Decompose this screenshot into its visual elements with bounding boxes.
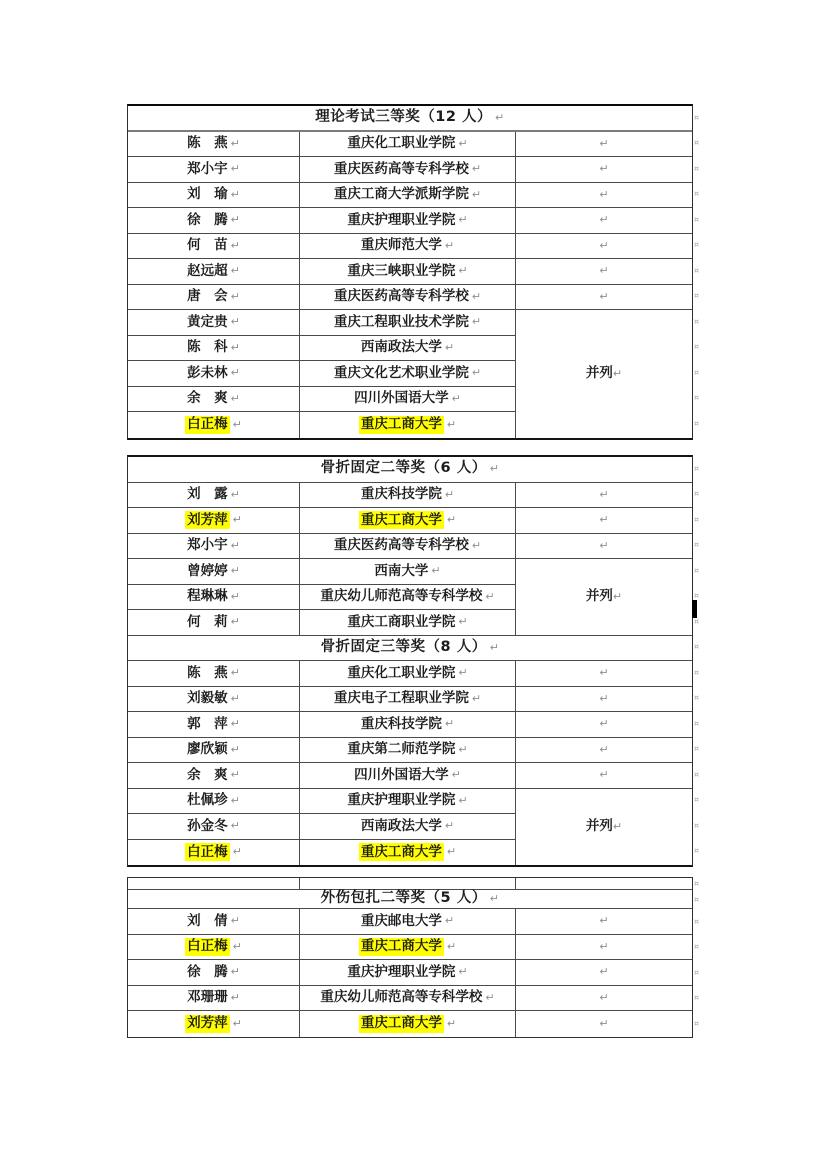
cell-end-mark: ↵ [230,366,240,380]
row-end-mark: ¤ [694,189,700,199]
cell-end-mark: ↵ [599,513,609,527]
school-name: 重庆工商大学 [360,511,442,528]
school-cell [300,183,516,209]
cell-end-mark: ↵ [444,487,455,501]
cell-end-mark: ↵ [599,990,609,1004]
note-cell [516,259,692,285]
award-title: 理论考试三等奖（12 人） [315,108,492,125]
winner-name-cell [128,234,300,260]
cell-end-mark: ↵ [599,939,609,953]
school-name: 重庆幼儿师范高等专科学校 [320,588,483,605]
winner-name: 郭 萍 [187,715,228,732]
school-cell [300,960,516,986]
winner-name-cell [128,789,300,815]
cell-end-mark: ↵ [444,340,455,354]
row-end-mark: ¤ [694,463,700,473]
cell-end-mark: ↵ [230,666,240,680]
cell-end-mark: ↵ [444,914,455,928]
cell-end-mark: ↵ [599,768,609,782]
winner-name-cell [128,361,300,387]
school-name: 重庆电子工程职业学院 [333,690,469,707]
cell-end-mark: ↵ [230,564,240,578]
cell-end-mark: ↵ [230,965,240,979]
cell-end-mark: ↵ [232,1016,242,1030]
winner-name: 杜佩珍 [187,792,228,809]
cell-end-mark: ↵ [230,315,240,329]
winner-name: 赵远超 [187,262,228,279]
row-end-mark: ¤ [694,367,700,377]
school-name: 西南大学 [374,562,429,579]
winner-name: 白正梅 [187,843,228,860]
winner-name: 刘毅敏 [187,690,228,707]
cell-end-mark: ↵ [230,538,240,552]
school-cell [300,1011,516,1037]
cell-end-mark: ↵ [471,366,482,380]
cell-end-mark: ↵ [230,289,240,303]
school-name: 四川外国语大学 [354,766,449,783]
winner-name-cell [128,559,300,585]
winner-name: 廖欣颖 [187,741,228,758]
row-end-mark: ¤ [694,418,700,428]
row-end-mark: ¤ [694,393,700,403]
cell-end-mark: ↵ [230,487,240,501]
row-end-mark: ¤ [694,1018,700,1028]
cell-end-mark: ↵ [495,110,505,124]
school-cell [300,789,516,815]
row-end-mark: ¤ [694,820,700,830]
winner-name: 何 莉 [187,613,228,630]
school-name: 重庆工程职业技术学院 [333,313,469,330]
tied-label: 并列 [585,365,613,382]
winner-name-cell [128,534,300,560]
table-fracture-fixation-prizes [127,455,693,867]
cell-end-mark: ↵ [599,717,609,731]
cell-end-mark: ↵ [446,513,457,527]
cell-end-mark: ↵ [444,819,455,833]
winner-name: 刘芳萍 [187,511,228,528]
school-name: 西南政法大学 [360,817,442,834]
cell-end-mark: ↵ [444,238,455,252]
note-cell [516,986,692,1012]
winner-name: 刘 露 [187,486,228,503]
note-cell [516,935,692,961]
award-title-cell [128,457,692,483]
cell-end-mark: ↵ [599,487,609,501]
row-end-mark: ¤ [694,591,700,601]
blank-cell [300,878,516,890]
cell-end-mark: ↵ [230,914,240,928]
winner-name: 白正梅 [187,938,228,955]
school-cell [300,483,516,509]
row-end-mark: ¤ [694,667,700,677]
school-name: 重庆科技学院 [360,486,442,503]
winner-name: 何 苗 [187,237,228,254]
row-end-mark: ¤ [694,795,700,805]
school-cell [300,814,516,840]
school-name: 重庆医药高等专科学校 [333,288,469,305]
award-title-cell [128,636,692,662]
school-name: 重庆护理职业学院 [347,963,456,980]
cell-end-mark: ↵ [612,366,623,380]
cell-end-mark: ↵ [458,965,468,979]
winner-name-cell [128,259,300,285]
school-name: 重庆化工职业学院 [347,135,456,152]
school-cell [300,763,516,789]
cell-end-mark: ↵ [230,615,240,629]
winner-name: 余 爽 [187,766,228,783]
school-name: 重庆文化艺术职业学院 [333,364,469,381]
winner-name-cell [128,310,300,336]
winner-name-cell [128,909,300,935]
cell-end-mark: ↵ [446,845,457,859]
winner-name-cell [128,336,300,362]
row-end-mark: ¤ [694,489,700,499]
winner-name: 孙金冬 [187,817,228,834]
winner-name: 邓珊珊 [187,989,228,1006]
winner-name-cell [128,483,300,509]
cell-end-mark: ↵ [599,666,609,680]
school-name: 重庆师范大学 [360,237,442,254]
winner-name-cell [128,412,300,438]
cell-end-mark: ↵ [599,742,609,756]
award-title-cell [128,890,692,909]
winner-name-cell [128,738,300,764]
cell-end-mark: ↵ [230,238,240,252]
row-end-mark: ¤ [694,894,700,904]
winner-name-cell [128,157,300,183]
row-end-mark: ¤ [694,993,700,1003]
cell-end-mark: ↵ [489,462,500,476]
selection-artifact [692,600,697,618]
winner-name: 刘芳萍 [187,1015,228,1032]
school-name: 重庆化工职业学院 [347,664,456,681]
cell-end-mark: ↵ [230,136,240,150]
blank-cell [128,878,300,890]
cell-end-mark: ↵ [599,965,609,979]
school-cell [300,986,516,1012]
cell-end-mark: ↵ [471,538,482,552]
tied-label: 并列 [585,588,613,605]
cell-end-mark: ↵ [451,768,461,782]
cell-end-mark: ↵ [458,615,468,629]
row-end-mark: ¤ [694,112,700,122]
school-cell [300,508,516,534]
cell-end-mark: ↵ [599,162,609,176]
cell-end-mark: ↵ [471,691,482,705]
cell-end-mark: ↵ [471,187,482,201]
row-end-mark: ¤ [694,291,700,301]
row-end-mark: ¤ [694,942,700,952]
note-cell [516,960,692,986]
cell-end-mark: ↵ [431,564,441,578]
cell-end-mark: ↵ [485,589,495,603]
school-name: 重庆第二师范学院 [347,741,456,758]
note-cell [516,183,692,209]
winner-name: 黄定贵 [187,313,228,330]
row-end-mark: ¤ [694,769,700,779]
school-name: 重庆工商大学派斯学院 [333,186,469,203]
note-cell [516,763,692,789]
school-cell [300,361,516,387]
school-name: 重庆邮电大学 [360,912,442,929]
school-cell [300,336,516,362]
winner-name-cell [128,1011,300,1037]
cell-end-mark: ↵ [444,717,455,731]
winner-name-cell [128,840,300,866]
cell-end-mark: ↵ [599,264,609,278]
school-name: 重庆工商职业学院 [347,613,456,630]
school-cell [300,259,516,285]
cell-end-mark: ↵ [599,289,609,303]
winner-name-cell [128,183,300,209]
school-cell [300,610,516,636]
winner-name: 徐 腾 [187,211,228,228]
note-cell [516,483,692,509]
cell-end-mark: ↵ [230,391,240,405]
winner-name-cell [128,208,300,234]
row-end-mark: ¤ [694,214,700,224]
cell-end-mark: ↵ [612,589,623,603]
winner-name-cell [128,585,300,611]
note-cell [516,234,692,260]
winner-name: 陈 燕 [187,664,228,681]
school-cell [300,234,516,260]
tied-label: 并列 [585,818,613,835]
cell-end-mark: ↵ [471,315,482,329]
cell-end-mark: ↵ [446,939,457,953]
winner-name: 郑小宇 [187,537,228,554]
winner-name: 彭未林 [187,364,228,381]
cell-end-mark: ↵ [230,768,240,782]
school-name: 重庆工商大学 [360,416,442,433]
winner-name: 刘 倩 [187,912,228,929]
winner-name: 唐 会 [187,288,228,305]
cell-end-mark: ↵ [230,213,240,227]
school-name: 重庆医药高等专科学校 [333,160,469,177]
winner-name: 程琳琳 [187,588,228,605]
cell-end-mark: ↵ [230,793,240,807]
winner-name: 陈 科 [187,339,228,356]
winner-name-cell [128,610,300,636]
school-cell [300,412,516,438]
winner-name-cell [128,132,300,158]
school-cell [300,738,516,764]
note-cell [516,285,692,311]
cell-end-mark: ↵ [230,691,240,705]
cell-end-mark: ↵ [599,213,609,227]
school-cell [300,661,516,687]
winner-name-cell [128,986,300,1012]
cell-end-mark: ↵ [446,1016,457,1030]
cell-end-mark: ↵ [446,417,457,431]
school-cell [300,310,516,336]
cell-end-mark: ↵ [232,417,242,431]
note-cell [516,687,692,713]
winner-name-cell [128,960,300,986]
row-end-mark: ¤ [694,316,700,326]
winner-name-cell [128,285,300,311]
cell-end-mark: ↵ [599,136,609,150]
school-name: 西南政法大学 [360,339,442,356]
winner-name: 曾婷婷 [187,562,228,579]
winner-name-cell [128,661,300,687]
winner-name: 郑小宇 [187,160,228,177]
row-end-mark: ¤ [694,616,700,626]
cell-end-mark: ↵ [458,793,468,807]
school-name: 重庆医药高等专科学校 [333,537,469,554]
cell-end-mark: ↵ [232,845,242,859]
row-end-mark: ¤ [694,138,700,148]
cell-end-mark: ↵ [230,264,240,278]
note-cell [516,208,692,234]
row-end-mark: ¤ [694,718,700,728]
cell-end-mark: ↵ [485,990,495,1004]
award-title: 外伤包扎二等奖（5 人） [320,890,487,907]
winner-name: 白正梅 [187,416,228,433]
blank-cell [516,878,692,890]
note-cell [516,508,692,534]
note-cell [516,661,692,687]
note-cell [516,1011,692,1037]
cell-end-mark: ↵ [230,162,240,176]
school-cell [300,840,516,866]
tied-note-cell [516,789,692,866]
row-end-mark: ¤ [694,514,700,524]
winner-name-cell [128,935,300,961]
school-cell [300,935,516,961]
cell-end-mark: ↵ [471,289,482,303]
cell-end-mark: ↵ [599,187,609,201]
cell-end-mark: ↵ [458,742,468,756]
cell-end-mark: ↵ [599,238,609,252]
note-cell [516,738,692,764]
winner-name-cell [128,763,300,789]
cell-end-mark: ↵ [230,340,240,354]
winner-name: 徐 腾 [187,963,228,980]
cell-end-mark: ↵ [471,162,482,176]
row-end-mark: ¤ [694,744,700,754]
cell-end-mark: ↵ [230,717,240,731]
row-end-mark: ¤ [694,879,700,888]
cell-end-mark: ↵ [230,589,240,603]
winner-name-cell [128,387,300,413]
cell-end-mark: ↵ [489,891,500,905]
cell-end-mark: ↵ [458,264,468,278]
school-name: 重庆工商大学 [360,938,442,955]
school-name: 重庆工商大学 [360,843,442,860]
row-end-mark: ¤ [694,916,700,926]
note-cell [516,157,692,183]
award-title-cell [128,106,692,132]
winner-name-cell [128,814,300,840]
cell-end-mark: ↵ [230,990,240,1004]
school-cell [300,585,516,611]
cell-end-mark: ↵ [230,819,240,833]
table-theory-exam-third-prize [127,104,693,440]
cell-end-mark: ↵ [458,666,468,680]
note-cell [516,712,692,738]
cell-end-mark: ↵ [232,939,242,953]
school-cell [300,559,516,585]
school-cell [300,132,516,158]
cell-end-mark: ↵ [451,391,461,405]
award-title: 骨折固定二等奖（6 人） [320,460,487,477]
winner-name: 余 爽 [187,390,228,407]
school-name: 重庆护理职业学院 [347,211,456,228]
row-end-mark: ¤ [694,540,700,550]
award-title: 骨折固定三等奖（8 人） [320,638,487,655]
school-cell [300,208,516,234]
school-cell [300,157,516,183]
row-end-mark: ¤ [694,163,700,173]
row-end-mark: ¤ [694,265,700,275]
winner-name-cell [128,712,300,738]
cell-end-mark: ↵ [612,819,623,833]
cell-end-mark: ↵ [599,691,609,705]
table-wound-bandaging-second-prize [127,877,693,1038]
school-cell [300,387,516,413]
cell-end-mark: ↵ [230,742,240,756]
school-cell [300,909,516,935]
cell-end-mark: ↵ [489,640,500,654]
note-cell [516,132,692,158]
school-cell [300,285,516,311]
school-name: 重庆护理职业学院 [347,792,456,809]
cell-end-mark: ↵ [599,914,609,928]
cell-end-mark: ↵ [599,1016,609,1030]
school-cell [300,687,516,713]
cell-end-mark: ↵ [232,513,242,527]
school-name: 重庆三峡职业学院 [347,262,456,279]
school-name: 重庆工商大学 [360,1015,442,1032]
winner-name-cell [128,687,300,713]
school-cell [300,534,516,560]
cell-end-mark: ↵ [458,213,468,227]
tied-note-cell [516,559,692,636]
row-end-mark: ¤ [694,565,700,575]
row-end-mark: ¤ [694,846,700,856]
winner-name-cell [128,508,300,534]
winner-name: 陈 燕 [187,135,228,152]
note-cell [516,534,692,560]
row-end-mark: ¤ [694,693,700,703]
cell-end-mark: ↵ [230,187,240,201]
row-end-mark: ¤ [694,342,700,352]
tied-note-cell [516,310,692,438]
school-name: 重庆幼儿师范高等专科学校 [320,989,483,1006]
cell-end-mark: ↵ [599,538,609,552]
winner-name: 刘 瑜 [187,186,228,203]
school-cell [300,712,516,738]
row-end-mark: ¤ [694,240,700,250]
row-end-mark: ¤ [694,967,700,977]
cell-end-mark: ↵ [458,136,468,150]
school-name: 重庆科技学院 [360,715,442,732]
note-cell [516,909,692,935]
school-name: 四川外国语大学 [354,390,449,407]
row-end-mark: ¤ [694,642,700,652]
